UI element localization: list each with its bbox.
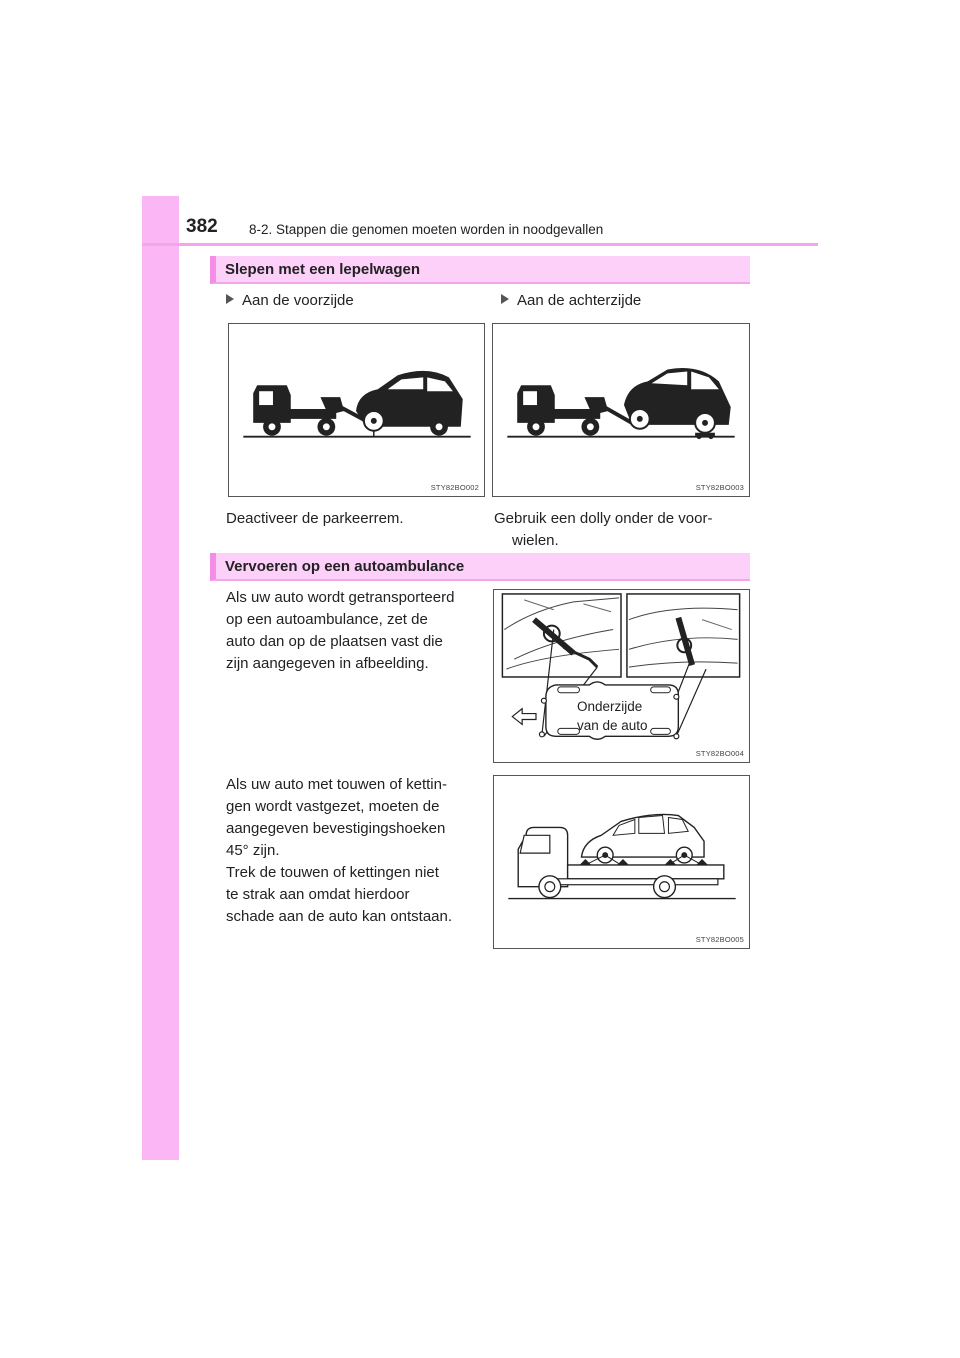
heading-car-transporter [210,553,750,581]
rear-tow-illustration-icon [493,324,749,496]
heading-text: Vervoeren op een autoambulance [225,558,465,575]
text-line: auto dan op de plaatsen vast die [226,633,443,650]
figure-tie-down-points [493,589,750,763]
paragraph-secure-points [226,587,476,675]
text-line: 45° zijn. [226,842,280,859]
figure-rear-tow [492,323,750,497]
text-line: aangegeven bevestigingshoeken [226,820,446,837]
side-color-band [142,196,179,1160]
figure-code: STY82BO002 [430,483,479,492]
header-rule [142,243,818,246]
front-caption: Deactiveer de parkeerrem. [226,510,404,527]
heading-towing-wheel-lift [210,256,750,284]
callout-underside [577,697,687,735]
figure-code: STY82BO003 [695,483,744,492]
section-title: 8-2. Stappen die genomen moeten worden in noodgevallen [249,222,604,237]
rear-caption-line1: Gebruik een dolly onder de voor- [494,510,713,527]
heading-text: Slepen met een lepelwagen [225,261,421,278]
page-number: 382 [186,216,218,237]
front-tow-illustration-icon [229,324,484,496]
rear-caption-line2: wielen. [512,532,559,549]
text-line: te strak aan omdat hierdoor [226,886,410,903]
text-line: gen wordt vastgezet, moeten de [226,798,440,815]
text-line: schade aan de auto kan ontstaan. [226,908,453,925]
figure-code: STY82BO005 [695,935,744,944]
figure-car-transporter [493,775,750,949]
subitem-rear [501,292,641,309]
text-line: op een autoambulance, zet de [226,611,428,628]
paragraph-tie-angles [226,774,476,862]
text-line: Als uw auto wordt getransporteerd [226,589,455,606]
tie-down-points-illustration-icon [494,590,749,762]
text-line: Trek de touwen of kettingen niet [226,864,439,881]
triangle-bullet-icon [226,294,234,304]
paragraph-not-too-tight [226,862,476,928]
subitem-front-label: Aan de voorzijde [242,292,354,309]
figure-code: STY82BO004 [695,749,744,758]
triangle-bullet-icon [501,294,509,304]
callout-line: Onderzijde [577,699,643,714]
subitem-front [226,292,354,309]
text-line: Als uw auto met touwen of kettin- [226,776,447,793]
callout-line: van de auto [577,718,648,733]
subitem-rear-label: Aan de achterzijde [517,292,642,309]
figure-front-tow [228,323,485,497]
text-line: zijn aangegeven in afbeelding. [226,655,429,672]
car-transporter-illustration-icon [494,776,749,948]
